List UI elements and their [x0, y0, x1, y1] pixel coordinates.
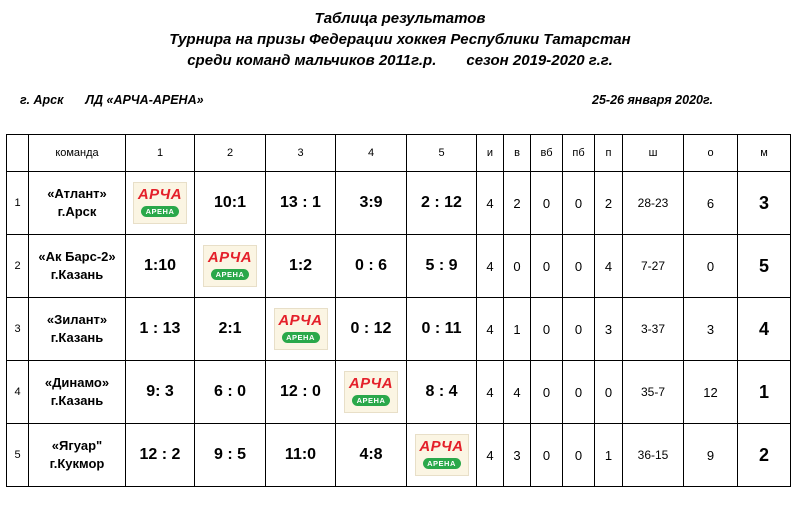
team-city: г.Казань [50, 330, 104, 345]
arena-logo-top-text: АРЧА [419, 438, 464, 455]
event-dates: 25-26 января 2020г. [592, 93, 713, 107]
arena-logo-bottom-text: АРЕНА [282, 332, 320, 343]
team-cell [29, 361, 126, 424]
shootout-wins-cell: 0 [531, 361, 563, 424]
arena-logo-bottom-text: АРЕНА [211, 269, 249, 280]
arena-logo-bottom-text: АРЕНА [352, 395, 390, 406]
arena-logo [203, 245, 257, 287]
games-cell: 4 [477, 172, 504, 235]
header-row [7, 135, 791, 172]
arena-logo [415, 434, 469, 476]
team-city: г.Кукмор [49, 456, 105, 471]
games-cell: 4 [477, 235, 504, 298]
team-cell [29, 172, 126, 235]
row-number: 3 [7, 298, 29, 361]
score-cell: 5 : 9 [407, 235, 477, 298]
team-cell [29, 235, 126, 298]
arena-logo-top-text: АРЧА [348, 375, 394, 392]
score-cell: 1 : 13 [126, 298, 195, 361]
header-cell-opponent-3: 3 [266, 135, 336, 172]
self-match-cell [266, 298, 336, 361]
header-cell-opponent-5: 5 [407, 135, 477, 172]
arena-logo-top-text: АРЧА [137, 186, 183, 203]
losses-cell: 3 [595, 298, 623, 361]
self-match-cell [407, 424, 477, 487]
games-cell: 4 [477, 424, 504, 487]
team-city: г.Казань [50, 393, 104, 408]
goals-cell: 3-37 [623, 298, 684, 361]
row-number: 2 [7, 235, 29, 298]
place-cell: 1 [738, 361, 791, 424]
goals-cell: 28-23 [623, 172, 684, 235]
header-cell-shootout-wins: вб [531, 135, 563, 172]
score-cell: 3:9 [336, 172, 407, 235]
wins-cell: 0 [504, 235, 531, 298]
shootout-wins-cell: 0 [531, 235, 563, 298]
team-name: «Ак Барс-2» [38, 249, 116, 264]
shootout-losses-cell: 0 [563, 361, 595, 424]
place-cell: 4 [738, 298, 791, 361]
row-number: 4 [7, 361, 29, 424]
arena-logo-top-text: АРЧА [278, 312, 323, 329]
header-cell-wins: в [504, 135, 531, 172]
header-cell-losses: п [595, 135, 623, 172]
team-name: «Динамо» [44, 375, 110, 390]
losses-cell: 2 [595, 172, 623, 235]
score-cell: 11:0 [266, 424, 336, 487]
losses-cell: 1 [595, 424, 623, 487]
shootout-losses-cell: 0 [563, 424, 595, 487]
row-number: 5 [7, 424, 29, 487]
header-cell-shootout-losses: пб [563, 135, 595, 172]
shootout-wins-cell: 0 [531, 172, 563, 235]
score-cell: 12 : 2 [126, 424, 195, 487]
games-cell: 4 [477, 298, 504, 361]
row-number: 1 [7, 172, 29, 235]
wins-cell: 2 [504, 172, 531, 235]
header-cell-opponent-2: 2 [195, 135, 266, 172]
shootout-wins-cell: 0 [531, 424, 563, 487]
goals-cell: 7-27 [623, 235, 684, 298]
score-cell: 6 : 0 [195, 361, 266, 424]
results-body [7, 172, 791, 487]
shootout-wins-cell: 0 [531, 298, 563, 361]
score-cell: 1:2 [266, 235, 336, 298]
table-row [7, 172, 791, 235]
venue-info [20, 93, 204, 107]
table-row [7, 361, 791, 424]
score-cell: 0 : 11 [407, 298, 477, 361]
title-line-1: Таблица результатов [314, 10, 486, 27]
score-cell: 13 : 1 [266, 172, 336, 235]
place-cell: 5 [738, 235, 791, 298]
games-cell: 4 [477, 361, 504, 424]
score-cell: 2 : 12 [407, 172, 477, 235]
score-cell: 4:8 [336, 424, 407, 487]
team-name: «Зилант» [46, 312, 108, 327]
score-cell: 10:1 [195, 172, 266, 235]
team-city: г.Арск [57, 204, 97, 219]
wins-cell: 4 [504, 361, 531, 424]
score-cell: 0 : 12 [336, 298, 407, 361]
wins-cell: 3 [504, 424, 531, 487]
header-cell-opponent-4: 4 [336, 135, 407, 172]
arena-logo [133, 182, 187, 224]
score-cell: 9 : 5 [195, 424, 266, 487]
losses-cell: 0 [595, 361, 623, 424]
self-match-cell [195, 235, 266, 298]
points-cell: 6 [684, 172, 738, 235]
team-cell [29, 424, 126, 487]
score-cell: 1:10 [126, 235, 195, 298]
arena-logo [344, 371, 398, 413]
title-line-3-season: сезон 2019-2020 г.г. [466, 52, 613, 69]
header-cell-place: м [738, 135, 791, 172]
score-cell: 8 : 4 [407, 361, 477, 424]
points-cell: 0 [684, 235, 738, 298]
losses-cell: 4 [595, 235, 623, 298]
header-cell-number [7, 135, 29, 172]
shootout-losses-cell: 0 [563, 172, 595, 235]
self-match-cell [126, 172, 195, 235]
venue-city: г. Арск [20, 93, 64, 107]
place-cell: 3 [738, 172, 791, 235]
report-title [0, 8, 800, 71]
venue-arena: ЛД «АРЧА-АРЕНА» [85, 93, 204, 107]
arena-logo [274, 308, 328, 350]
arena-logo-bottom-text: АРЕНА [423, 458, 461, 469]
wins-cell: 1 [504, 298, 531, 361]
results-table [6, 134, 791, 487]
team-city: г.Казань [50, 267, 104, 282]
header-cell-games: и [477, 135, 504, 172]
shootout-losses-cell: 0 [563, 298, 595, 361]
points-cell: 3 [684, 298, 738, 361]
header-cell-points: о [684, 135, 738, 172]
score-cell: 12 : 0 [266, 361, 336, 424]
header-cell-opponent-1: 1 [126, 135, 195, 172]
header-cell-team: команда [29, 135, 126, 172]
arena-logo-bottom-text: АРЕНА [141, 206, 179, 217]
title-line-3-category: среди команд мальчиков 2011г.р. [187, 52, 437, 69]
arena-logo-top-text: АРЧА [207, 249, 253, 266]
self-match-cell [336, 361, 407, 424]
title-line-2: Турнира на призы Федерации хоккея Республики Татарстан [169, 31, 631, 48]
goals-cell: 35-7 [623, 361, 684, 424]
header-cell-goals: ш [623, 135, 684, 172]
table-row [7, 298, 791, 361]
score-cell: 2:1 [195, 298, 266, 361]
title-line-3 [0, 50, 800, 71]
table-row [7, 424, 791, 487]
team-name: «Ягуар" [51, 438, 103, 453]
points-cell: 12 [684, 361, 738, 424]
team-name: «Атлант» [47, 186, 107, 201]
team-cell [29, 298, 126, 361]
shootout-losses-cell: 0 [563, 235, 595, 298]
points-cell: 9 [684, 424, 738, 487]
score-cell: 0 : 6 [336, 235, 407, 298]
goals-cell: 36-15 [623, 424, 684, 487]
place-cell: 2 [738, 424, 791, 487]
table-row [7, 235, 791, 298]
score-cell: 9: 3 [126, 361, 195, 424]
